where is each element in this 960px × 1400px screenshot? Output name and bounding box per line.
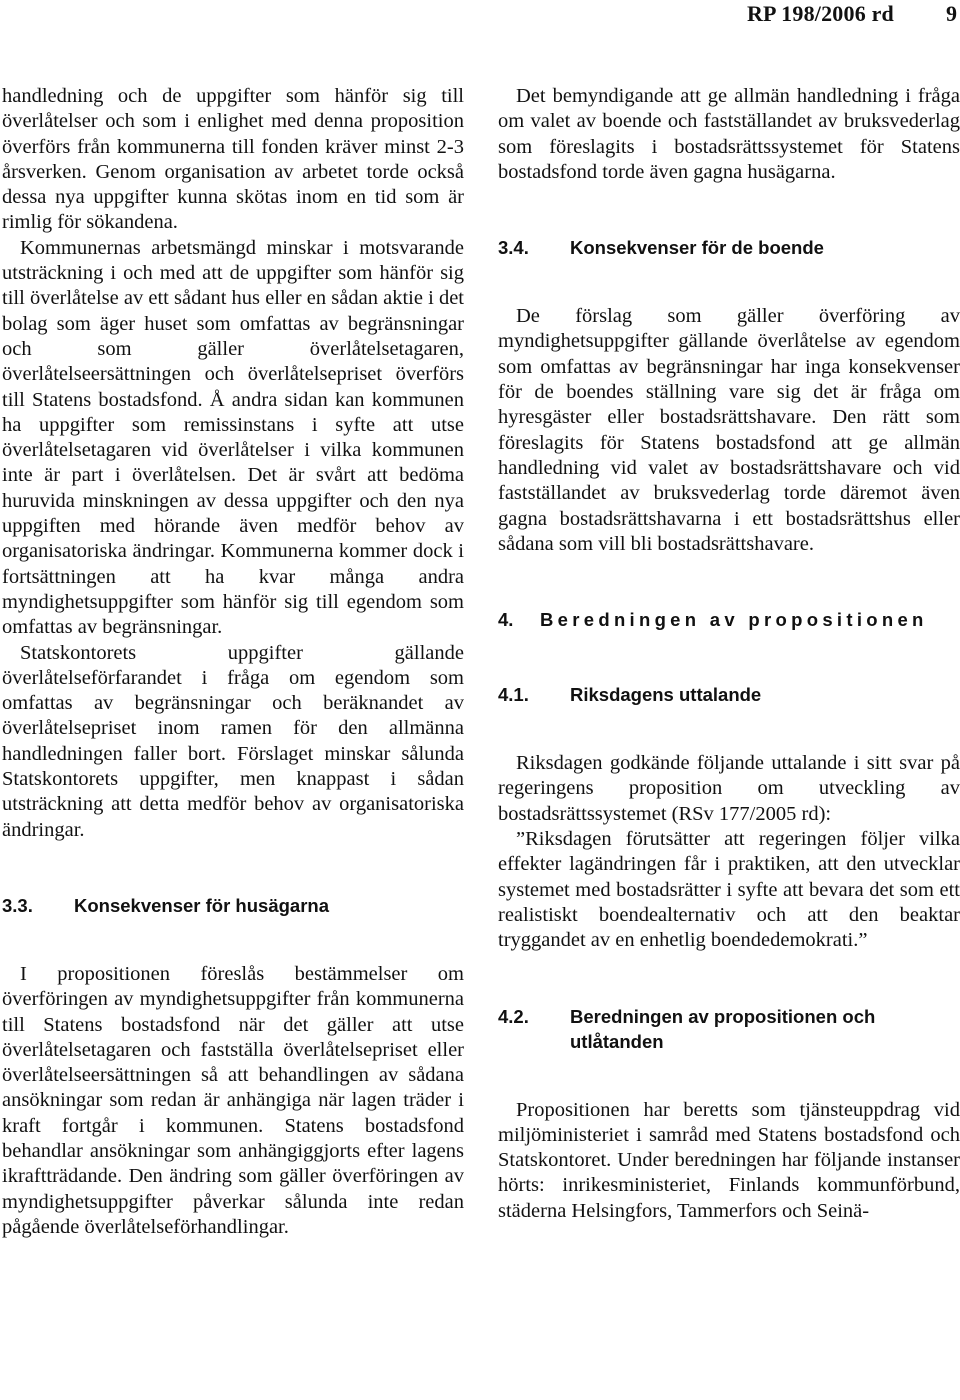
section-heading-4-2 — [498, 1004, 960, 1054]
section-heading-3-4 — [498, 235, 960, 260]
document-id: RP 198/2006 rd — [746, 1, 894, 26]
section-title: Konsekvenser för de boende — [570, 237, 824, 259]
page-number: 9 — [946, 1, 957, 26]
body-paragraph: Kommunernas arbetsmängd minskar i motsvarande utsträckning i och med att de uppgifter som hänför sig till överlåtelse av ett sådant hus eller en sådan aktie i det bolag som äger huset som omfattas av begränsningar och som gäller överlåtelsetagaren, överlåtelseersättningen och överlåtelsepriset överförs till Statens bostadsfond. Å andra sidan kan kommunen ha uppgifter som remissinstans i syfte att utse överlåtelsetagaren vid överlåtelser i vilka kommunen inte är part i överlåtelsen. Det är svårt att bedöma huruvida minskningen av dessa uppgifter och den nya uppgiften med hörande även medför behov av organisatoriska ändringar. Kommunerna kommer dock i fortsättningen att ha kvar många andra myndighetsuppgifter som hänför sig till egendom som omfattas av begränsningar. — [2, 236, 464, 639]
section-number: 3.3. — [2, 894, 33, 916]
section-number: 4.2. — [498, 1005, 529, 1027]
section-title: Konsekvenser för husägarna — [74, 894, 329, 916]
section-title: Riksdagens uttalande — [570, 684, 762, 706]
quoted-paragraph: ”Riksdagen förutsätter att regeringen följer vilka effekter lagändringen får i praktiken, att den utvecklar systemet med bostadsrätter i syfte att bevara det som ett realistiskt boendealternativ och att den beaktar tryggandet av en enhetlig boendedemokrati.” — [498, 828, 960, 952]
chapter-title: Beredningen av propositionen — [540, 609, 928, 631]
chapter-number: 4. — [498, 609, 514, 631]
page-header — [0, 0, 960, 40]
body-paragraph: Statskontorets uppgifter gällande överlåtelseförfarandet i fråga om egendom som omfattas av begränsningar och beräknandet av överlåtelsepriset inom ramen för den allmänna handledningen faller bort. Förslaget minskar sålunda Statskontorets uppgifter, men knappast i sådan utsträckning att detta medför behov av organisatoriska ändringar. — [2, 641, 464, 841]
body-paragraph: Det bemyndigande att ge allmän handledning i fråga om valet av boende och fastställandet av bruksvederlag som föreslagits i bostadsrättssystemet för Statens bostadsfond torde även gagna husägarna. — [498, 85, 960, 183]
body-paragraph: De förslag som gäller överföring av myndighetsuppgifter gällande överlåtelse av egendom som omfattas av begränsningar har inga konsekvenser för de boendes ställning vare sig det är fråga om hyresgäster eller bostadsrättshavare. Den rätt som föreslagits för Statens bostadsfond att ge allmän handledning vid valet av bostadsrättshavare och vid fastställandet av bruksvederlag torde däremot även gagna bostadsrättshavarna i ett bostadsrättshus eller sådana som vill bli bostadsrättshavare. — [498, 305, 960, 555]
section-title: Beredningen av propositionen och utlåtanden — [570, 1005, 876, 1052]
right-column — [498, 84, 960, 1224]
section-number: 3.4. — [498, 237, 529, 259]
section-heading-4-1 — [498, 682, 960, 707]
body-paragraph: Propositionen har beretts som tjänsteuppdrag vid miljöministeriet i samråd med Statens bostadsfond och Statskontoret. Under beredningen har följande instanser hörts: inrikesministeriet, Finlands kommunförbund, städerna Helsingfors, Tammerfors och Seinä- — [498, 1098, 960, 1222]
chapter-heading-4 — [498, 607, 960, 632]
body-paragraph: Riksdagen godkände följande uttalande i sitt svar på regeringens proposition om utveckling av bostadsrättssystemet (RSv 177/2005 rd): — [498, 752, 960, 825]
left-column — [2, 84, 464, 1240]
section-heading-3-3 — [2, 893, 464, 918]
body-paragraph: I propositionen föreslås bestämmelser om överföringen av myndighetsuppgifter från kommunerna till Statens bostadsfond när det gäller att utse överlåtelsetagaren och fastställa överlåtelsepriset eller överlåtelseersättningen så att behandlingen av sådana ansökningar som redan är anhängiga när lagen träder i kraft fortgår i kommunen. Statens bostadsfond behandlar ansökningar som anhängiggjorts efter lagens ikraftträdande. Den ändring som gäller överföringen av myndighetsuppgifter påverkar sålunda inte redan pågående överlåtelseförhandlingar. — [2, 962, 464, 1238]
body-paragraph: handledning och de uppgifter som hänför sig till överlåtelser och som i enlighet med denna proposition överförs från kommunerna till fonden kräver minst 2-3 årsverken. Genom organisation av arbetet torde också dessa nya uppgifter kunna skötas inom en tid som är rimlig för sökandena. — [2, 85, 464, 234]
section-number: 4.1. — [498, 684, 529, 706]
